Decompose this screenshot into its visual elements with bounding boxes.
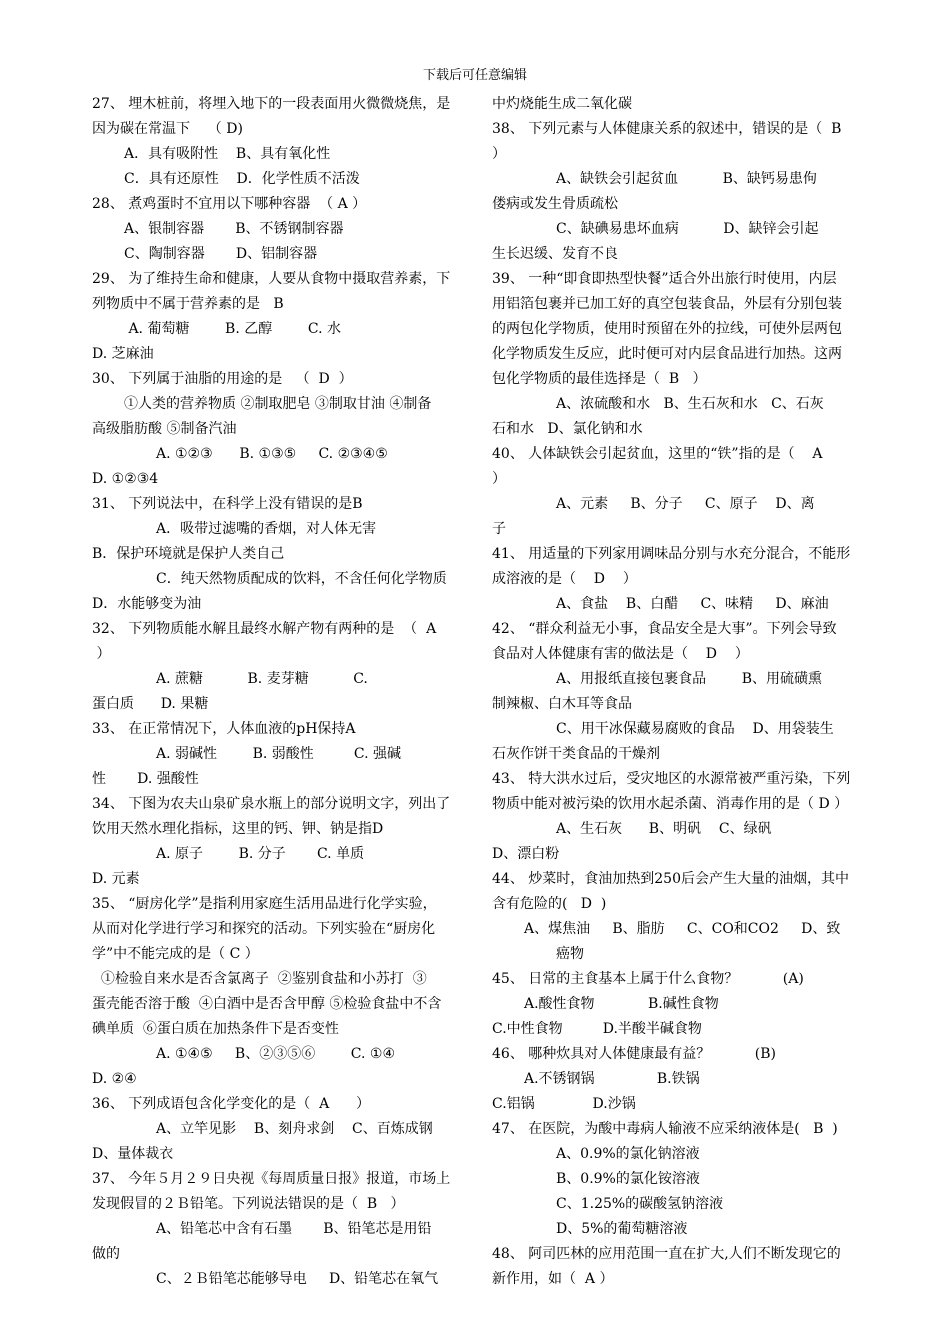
text-line: A. 葡萄糖 B. 乙醇 C. 水	[124, 321, 341, 337]
text-line: D、5%的葡萄糖溶液	[556, 1221, 688, 1237]
text-line: 癌物	[556, 946, 584, 962]
text-line: D. 芝麻油	[92, 346, 154, 362]
text-line: 30、 下列属于油脂的用途的是 （ D ）	[92, 371, 353, 387]
text-line: A．具有吸附性 B、具有氧化性	[124, 146, 331, 162]
text-line: A.不锈钢锅 B.铁锅	[524, 1071, 700, 1087]
text-line: 碘单质 ⑥蛋白质在加热条件下是否变性	[92, 1021, 339, 1037]
text-line: 化学物质发生反应，此时便可对内层食品进行加热。这两	[492, 346, 842, 362]
text-line: A、用报纸直接包裹食品 B、用硫磺熏	[556, 671, 822, 687]
text-line: A. 弱碱性 B. 弱酸性 C. 强碱	[156, 746, 401, 762]
text-line: 成溶液的是（ D ）	[492, 571, 637, 587]
right-column	[492, 92, 862, 1292]
text-line: A. ①②③ B. ①③⑤ C. ②③④⑤	[156, 446, 388, 462]
text-line: 43、 特大洪水过后，受灾地区的水源常被严重污染，下列	[492, 771, 851, 787]
text-line: 27、 埋木桩前，将埋入地下的一段表面用火微微烧焦，是	[92, 96, 451, 112]
text-line: ①检验自来水是否含氯离子 ②鉴别食盐和小苏打 ③	[92, 971, 427, 987]
text-line: 45、 日常的主食基本上属于什么食物？ (A)	[492, 971, 804, 987]
text-line: 含有危险的( D )	[492, 896, 607, 912]
text-line: 48、 阿司匹林的应用范围一直在扩大,人们不断发现它的	[492, 1246, 841, 1262]
text-line: C．纯天然物质配成的饮料，不含任何化学物质	[156, 571, 447, 587]
text-line: 28、 煮鸡蛋时不宜用以下哪种容器 （ A ）	[92, 196, 367, 212]
text-line: A. 蔗糖 B. 麦芽糖 C.	[156, 671, 368, 687]
text-line: 46、 哪种炊具对人体健康最有益？ (B)	[492, 1046, 776, 1062]
text-line: 列物质中不属于营养素的是 B	[92, 296, 284, 312]
text-line: ①人类的营养物质 ②制取肥皂 ③制取甘油 ④制备	[124, 396, 432, 412]
text-line: C.中性食物 D.半酸半碱食物	[492, 1021, 702, 1037]
text-line: 34、 下图为农夫山泉矿泉水瓶上的部分说明文字，列出了	[92, 796, 451, 812]
text-line: 39、 一种“即食即热型快餐”适合外出旅行时使用，内层	[492, 271, 837, 287]
text-line: A. 原子 B. 分子 C. 单质	[156, 846, 365, 862]
text-line: A、煤焦油 B、脂肪 C、CO和CO2 D、致	[524, 921, 841, 937]
text-line: ）	[492, 146, 506, 162]
text-line: 石灰作饼干类食品的干燥剂	[492, 746, 660, 762]
text-line: C．具有还原性 D．化学性质不活泼	[124, 171, 360, 187]
text-line: C、缺碘易患坏血病 D、缺锌会引起	[556, 221, 819, 237]
text-line: 制辣椒、白木耳等食品	[492, 696, 632, 712]
text-line: 中灼烧能生成二氧化碳	[492, 96, 632, 112]
text-line: C.铝锅 D.沙锅	[492, 1096, 636, 1112]
text-line: C、２Ｂ铅笔芯能够导电 D、铅笔芯在氧气	[156, 1271, 439, 1287]
text-line: 47、 在医院，为酸中毒病人输液不应采纳液体是( B )	[492, 1121, 838, 1137]
text-line: 从而对化学进行学习和探究的活动。下列实验在“厨房化	[92, 921, 436, 937]
text-line: A、银制容器 B、不锈钢制容器	[124, 221, 344, 237]
text-line: 做的	[92, 1246, 120, 1262]
text-line: 子	[492, 521, 506, 537]
text-line: 高级脂肪酸 ⑤制备汽油	[92, 421, 237, 437]
text-line: 36、 下列成语包含化学变化的是（ A ）	[92, 1096, 370, 1112]
text-line: ）	[92, 646, 111, 662]
text-line: A、元素 B、分子 C、原子 D、离	[556, 496, 815, 512]
text-line: A、缺铁会引起贫血 B、缺钙易患佝	[556, 171, 817, 187]
text-line: 石和水 D、氯化钠和水	[492, 421, 643, 437]
text-line: A．吸带过滤嘴的香烟，对人体无害	[156, 521, 377, 537]
text-line: C、1.25%的碳酸氢钠溶液	[556, 1196, 724, 1212]
text-line: A、食盐 B、白醋 C、味精 D、麻油	[556, 596, 829, 612]
text-line: D. 元素	[92, 871, 140, 887]
text-line: 饮用天然水理化指标，这里的钙、钾、钠是指D	[92, 821, 384, 837]
text-line: C、陶制容器 D、铝制容器	[124, 246, 318, 262]
text-line: A、浓硫酸和水 B、生石灰和水 C、石灰	[556, 396, 824, 412]
text-line: 包化学物质的最佳选择是（ B ）	[492, 371, 707, 387]
text-line: 35、 “厨房化学”是指利用家庭生活用品进行化学实验，	[92, 896, 437, 912]
text-line: 生长迟缓、发育不良	[492, 246, 618, 262]
text-line: ）	[492, 471, 506, 487]
text-line: 学”中不能完成的是（ C ）	[92, 946, 259, 962]
text-line: C、用干冰保藏易腐败的食品 D、用袋装生	[556, 721, 834, 737]
text-line: 因为碳在常温下 （ D)	[92, 121, 243, 137]
text-line: D. ①②③4	[92, 471, 159, 487]
text-line: A、铅笔芯中含有石墨 B、铅笔芯是用铅	[156, 1221, 432, 1237]
text-line: B．保护环境就是保护人类自己	[92, 546, 285, 562]
text-line: D、量体裁衣	[92, 1146, 174, 1162]
text-line: A、0.9%的氯化钠溶液	[556, 1146, 700, 1162]
text-line: 物质中能对被污染的饮用水起杀菌、消毒作用的是（ D ）	[492, 796, 849, 812]
text-line: 用铝箔包裹并已加工好的真空包装食品，外层有分别包装	[492, 296, 842, 312]
text-line: 37、 今年５月２９日央视《每周质量日报》报道，市场上	[92, 1171, 451, 1187]
text-line: 29、 为了维持生命和健康，人要从食物中摄取营养素，下	[92, 271, 451, 287]
text-line: 38、 下列元素与人体健康关系的叙述中，错误的是（ B	[492, 121, 842, 137]
text-line: A、立竿见影 B、刻舟求剑 C、百炼成钢	[156, 1121, 433, 1137]
text-line: B、0.9%的氯化铵溶液	[556, 1171, 700, 1187]
text-line: 32、 下列物质能水解且最终水解产物有两种的是 （ A	[92, 621, 437, 637]
text-line: A.酸性食物 B.碱性食物	[524, 996, 719, 1012]
text-line: 新作用，如（ A ）	[492, 1271, 614, 1287]
text-line: D. ②④	[92, 1071, 137, 1087]
text-line: 蛋白质 D. 果糖	[92, 696, 209, 712]
text-line: A、生石灰 B、明矾 C、绿矾	[556, 821, 772, 837]
text-line: 40、 人体缺铁会引起贫血，这里的“铁”指的是（ A	[492, 446, 823, 462]
text-line: 41、 用适量的下列家用调味品分别与水充分混合，不能形	[492, 546, 851, 562]
page-header: 下载后可任意编辑	[422, 68, 527, 83]
text-line: 44、 炒菜时，食油加热到250后会产生大量的油烟，其中	[492, 871, 849, 887]
text-line: 食品对人体健康有害的做法是（ D ）	[492, 646, 749, 662]
text-line: 发现假冒的２Ｂ铅笔。下列说法错误的是（ B ）	[92, 1196, 405, 1212]
text-line: 的两包化学物质，使用时预留在外的拉线，可使外层两包	[492, 321, 842, 337]
text-line: D．水能够变为油	[92, 596, 202, 612]
text-line: A. ①④⑤ B、②③⑤⑥ C. ①④	[156, 1046, 396, 1062]
text-line: 蛋壳能否溶于酸 ④白酒中是否含甲醇 ⑤检验食盐中不含	[92, 996, 442, 1012]
text-line: 31、 下列说法中，在科学上没有错误的是B	[92, 496, 363, 512]
text-line: 33、 在正常情况下，人体血液的pH保持A	[92, 721, 356, 737]
text-line: D、漂白粉	[492, 846, 560, 862]
text-line: 性 D. 强酸性	[92, 771, 199, 787]
text-line: 42、 “群众利益无小事，食品安全是大事”。下列会导致	[492, 621, 837, 637]
text-line: 偻病或发生骨质疏松	[492, 196, 618, 212]
left-column	[92, 92, 464, 1292]
